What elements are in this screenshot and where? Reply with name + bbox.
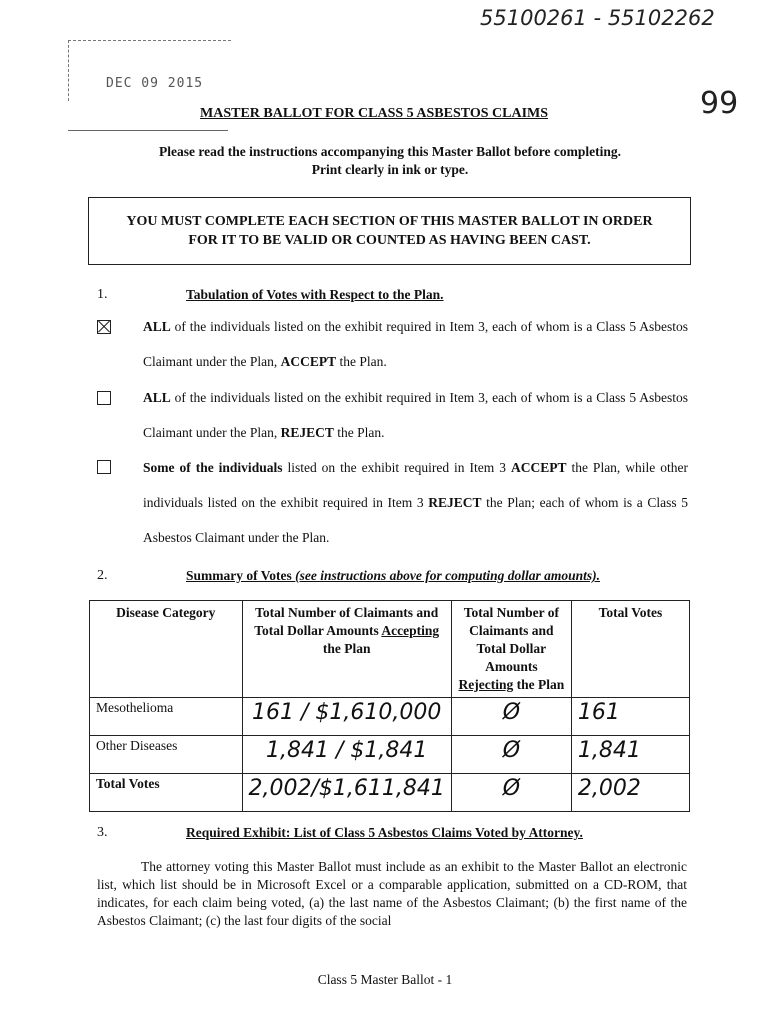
section-2-heading: Summary of Votes (see instructions above for computing dollar amounts). [186, 568, 601, 583]
row-rejecting[interactable]: Ø [451, 698, 571, 736]
instructions-line-2: Print clearly in ink or type. [311, 162, 469, 177]
row-total[interactable]: 161 [571, 698, 689, 736]
table-row [90, 736, 690, 774]
row-category: Mesothelioma [90, 698, 243, 736]
header-rejecting: Total Number of Claimants and Total Dollar Amounts Rejecting the Plan [451, 601, 571, 698]
instructions-line-1: Please read the instructions accompanying this Master Ballot before completing. [159, 144, 621, 159]
stamp-border [68, 40, 231, 101]
warning-box [88, 197, 691, 265]
split-vote-checkbox[interactable] [97, 460, 111, 474]
table-header-row [90, 601, 690, 698]
row-category: Total Votes [90, 774, 243, 812]
stamp-date: DEC 09 2015 [106, 76, 204, 91]
row-rejecting[interactable]: Ø [451, 736, 571, 774]
row-total[interactable]: 2,002 [571, 774, 689, 812]
header-total-votes: Total Votes [571, 601, 689, 698]
table-row [90, 698, 690, 736]
page-footer: Class 5 Master Ballot - 1 [317, 972, 453, 987]
row-rejecting[interactable]: Ø [451, 774, 571, 812]
header-disease-category: Disease Category [90, 601, 243, 698]
row-total[interactable]: 1,841 [571, 736, 689, 774]
ballot-title: MASTER BALLOT FOR CLASS 5 ASBESTOS CLAIMS [200, 106, 549, 121]
section-3-heading: Required Exhibit: List of Class 5 Asbestos Claims Voted by Attorney. [186, 825, 583, 840]
option-accept-all: ALL of the individuals listed on the exhibit required in Item 3, each of whom is a Class 5 Asbestos Claimant under the Plan, ACCEPT the Plan. [143, 319, 688, 369]
warning-line-2: FOR IT TO BE VALID OR COUNTED AS HAVING BEEN CAST. [188, 233, 591, 248]
section-2-number: 2. [97, 568, 108, 583]
row-category: Other Diseases [90, 736, 243, 774]
stamp-underline [68, 130, 228, 131]
header-accepting: Total Number of Claimants and Total Dollar Amounts Accepting the Plan [242, 601, 451, 698]
section-1-number: 1. [97, 287, 108, 302]
option-split-vote: Some of the individuals listed on the exhibit required in Item 3 ACCEPT the Plan, while other individuals listed on the exhibit required in Item 3 REJECT the Plan; each of whom is a Class 5 Asbestos Claimant under the Plan. [143, 460, 688, 545]
accept-all-checkbox[interactable] [97, 320, 111, 334]
option-reject-all: ALL of the individuals listed on the exhibit required in Item 3, each of whom is a Class 5 Asbestos Claimant under the Plan, REJECT the Plan. [143, 390, 688, 440]
row-accepting[interactable]: 1,841 / $1,841 [242, 736, 451, 774]
instructions [100, 143, 680, 179]
handwritten-batch-number: 55100261 - 55102262 [480, 6, 715, 30]
warning-line-1: YOU MUST COMPLETE EACH SECTION OF THIS MASTER BALLOT IN ORDER [126, 214, 653, 229]
row-accepting[interactable]: 2,002/$1,611,841 [242, 774, 451, 812]
table-row [90, 774, 690, 812]
section-1-heading: Tabulation of Votes with Respect to the Plan. [186, 287, 444, 302]
section-3-paragraph: The attorney voting this Master Ballot must include as an exhibit to the Master Ballot an electronic list, which list should be in Microsoft Excel or a comparable application, submitted on a CD-ROM, that indicates, for each claim being voted, (a) the last name of the Asbestos Claimant; (b) the first name of the Asbestos Claimant; (c) the last four digits of the social [97, 859, 687, 928]
row-accepting[interactable]: 161 / $1,610,000 [242, 698, 451, 736]
section-3-number: 3. [97, 825, 108, 840]
summary-of-votes-table [89, 600, 690, 812]
reject-all-checkbox[interactable] [97, 391, 111, 405]
handwritten-ballot-number: 99 [700, 86, 739, 121]
received-stamp [68, 40, 233, 140]
